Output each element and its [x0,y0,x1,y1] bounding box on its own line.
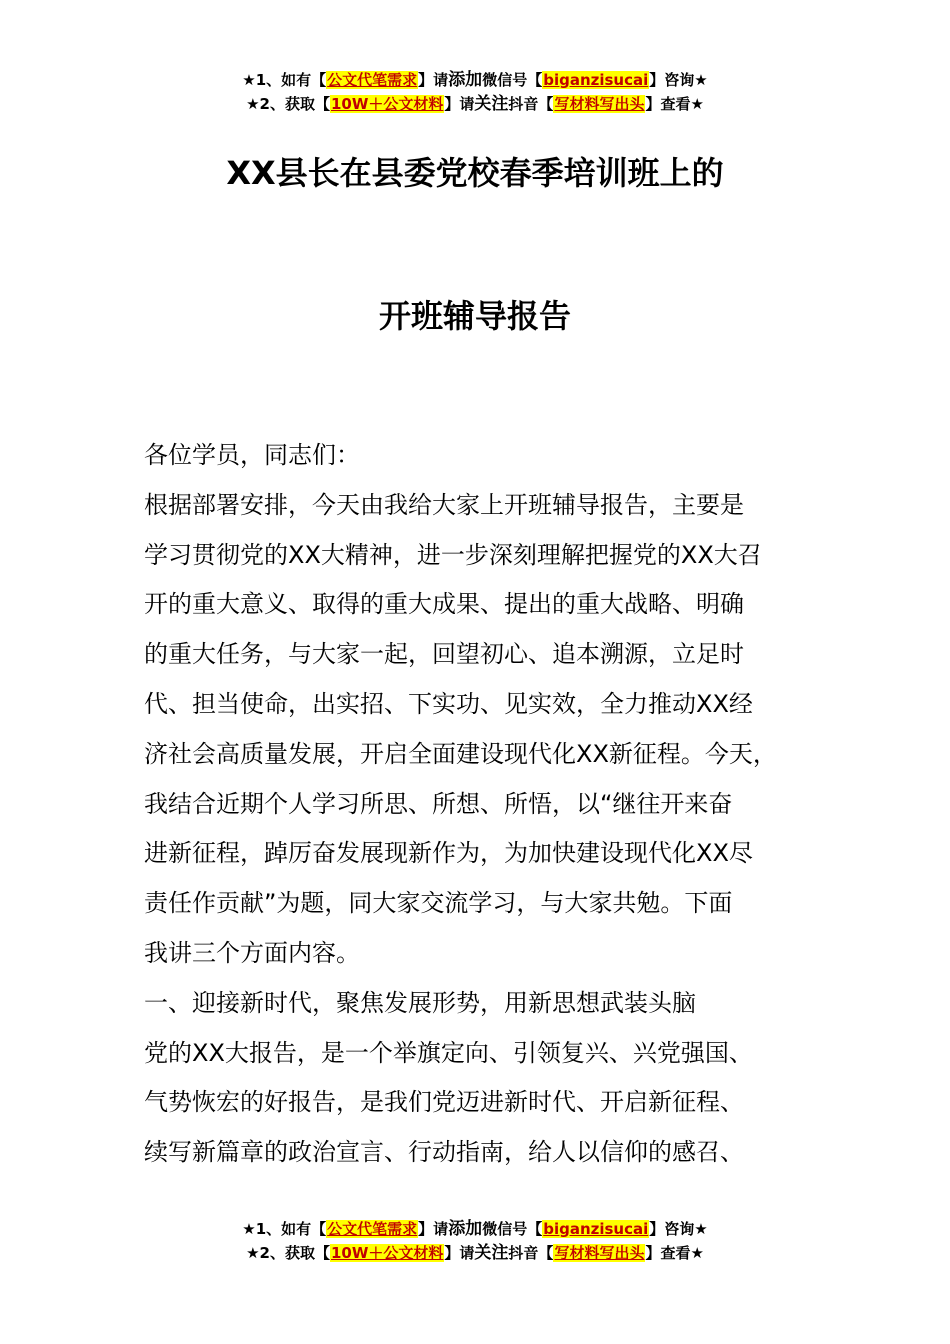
ad-emphasis: 关注 [474,94,509,114]
body-line: 济社会高质量发展，开启全面建设现代化XX新征程。今天， [144,739,777,768]
ad-text: 抖音【 [508,95,554,113]
body-line: 续写新篇章的政治宣言、行动指南，给人以信仰的感召、 [144,1138,744,1167]
body-line: 我讲三个方面内容。 [144,938,360,967]
ad-text: 】请 [418,71,449,89]
body-line: 的重大任务，与大家一起，回望初心、追本溯源，立足时 [144,640,744,669]
body-line: 气势恢宏的好报告，是我们党迈进新时代、开启新征程、 [144,1088,744,1117]
header-ad-line-2 [0,92,950,116]
ad-highlight-materials: 10W＋公文材料 [330,95,444,113]
ad-highlight-service: 公文代笔需求 [327,1220,418,1238]
ad-text: 】咨询★ [649,71,708,89]
document-title-line-1: XX县长在县委党校春季培训班上的 [226,154,724,192]
ad-text: 微信号【 [482,71,543,89]
body-line: 开的重大意义、取得的重大成果、提出的重大战略、明确 [144,590,744,619]
header-ad [0,68,950,116]
ad-emphasis: 添加 [448,1219,483,1239]
ad-text: 】咨询★ [649,1220,708,1238]
ad-text: 微信号【 [482,1220,543,1238]
ad-text: 】查看★ [645,95,704,113]
ad-text: ★2、获取【 [246,1244,330,1262]
ad-text: 抖音【 [508,1244,554,1262]
body-line: 我结合近期个人学习所思、所想、所悟，以“继往开来奋 [144,789,733,818]
ad-text: 】查看★ [645,1244,704,1262]
ad-text: 】请 [444,95,475,113]
footer-ad-line-1 [0,1217,950,1241]
document-title-line-2: 开班辅导报告 [378,297,571,335]
footer-ad-line-2 [0,1241,950,1265]
ad-text: 】请 [418,1220,449,1238]
body-line: 党的XX大报告，是一个举旗定向、引领复兴、兴党强国、 [144,1038,753,1067]
body-line: 责任作贡献”为题，同大家交流学习，与大家共勉。下面 [144,889,733,918]
ad-highlight-wechat-id: biganzisucai [543,1220,649,1238]
document-body [144,431,844,1178]
ad-emphasis: 关注 [474,1243,509,1263]
ad-text: ★1、如有【 [242,71,327,89]
ad-text: ★1、如有【 [242,1220,327,1238]
body-line: 根据部署安排，今天由我给大家上开班辅导报告，主要是 [144,490,744,519]
ad-emphasis: 添加 [448,70,483,90]
ad-highlight-wechat-id: biganzisucai [543,71,649,89]
body-line: 进新征程，踔厉奋发展现新作为，为加快建设现代化XX尽 [144,839,753,868]
ad-highlight-materials: 10W＋公文材料 [330,1244,444,1262]
body-line: 学习贯彻党的XX大精神，进一步深刻理解把握党的XX大召 [144,540,762,569]
section-heading: 一、迎接新时代，聚焦发展形势，用新思想武装头脑 [144,988,696,1017]
ad-highlight-douyin: 写材料写出头 [554,1244,645,1262]
ad-text: ★2、获取【 [246,95,330,113]
ad-highlight-douyin: 写材料写出头 [554,95,645,113]
ad-text: 】请 [444,1244,475,1262]
ad-highlight-service: 公文代笔需求 [327,71,418,89]
salutation: 各位学员，同志们： [144,441,360,469]
footer-ad [0,1217,950,1265]
header-ad-line-1 [0,68,950,92]
body-line: 代、担当使命，出实招、下实功、见实效，全力推动XX经 [144,689,753,718]
